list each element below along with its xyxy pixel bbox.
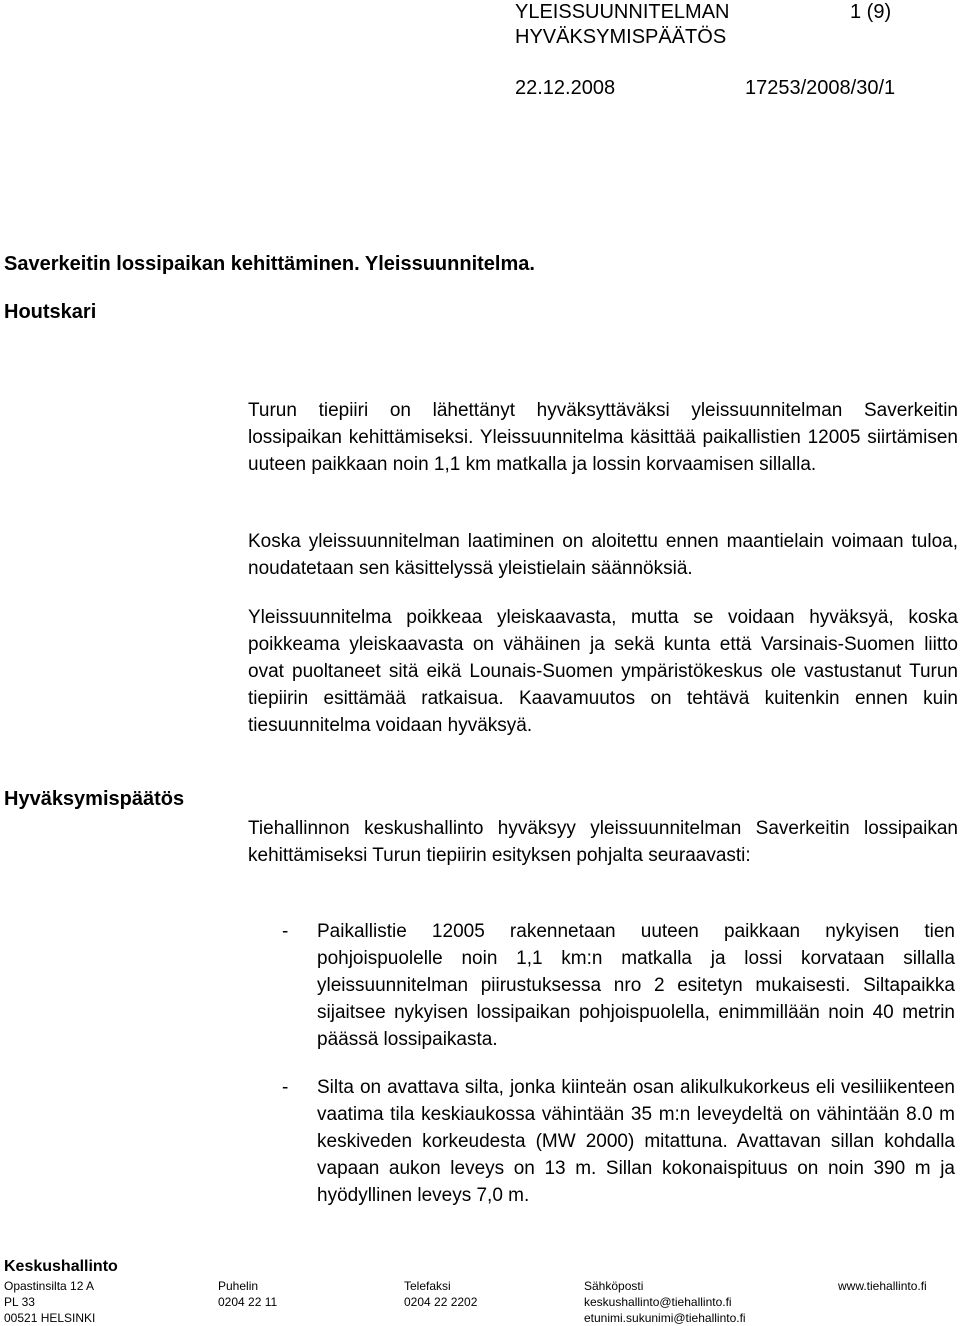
page-title: Saverkeitin lossipaikan kehittäminen. Yleissuunnitelma. — [4, 253, 535, 275]
document-type-line-1: YLEISSUUNNITELMAN — [515, 1, 730, 23]
decision-label: Hyväksymispäätös — [4, 788, 185, 810]
bullet-dash: - — [282, 1077, 289, 1098]
list-item-text: Paikallistie 12005 rakennetaan uuteen paikkaan nykyisen tien pohjoispuolelle noin 1,1 km:n matkalla ja lossi korvataan sillalla yleissuunnitelman piirustuksessa nro 2 esitetyn mukaisesti. Siltapaikka sijaitsee nykyisen lossipaikan pohjoispuolella, enimmillään noin 40 metrin päässä lossipaikasta. — [317, 921, 955, 1050]
list-item-text: Silta on avattava silta, jonka kiinteän osan alikulkukorkeus eli vesiliikenteen vaatima tila keskiaukossa vähintään 35 m:n leveydeltä on vähintään 8.0 m keskiveden korkeudesta (MW 2000) mitattuna. Avattavan sillan kohdalla vapaan aukon leveys on 13 m. Sillan kokonaispituus on noin 390 m ja hyödyllinen leveys 7,0 m. — [317, 1077, 955, 1206]
footer-address-line-1: Opastinsilta 12 A — [4, 1279, 95, 1293]
reference-number: 17253/2008/30/1 — [745, 77, 896, 99]
footer-address-line-2: PL 33 — [4, 1295, 35, 1309]
page-number: 1 (9) — [850, 1, 892, 23]
footer-phone-label: Puhelin — [218, 1279, 259, 1293]
decision-intro: Tiehallinnon keskushallinto hyväksyy yleissuunnitelman Saverkeitin lossipaikan kehittämiseksi Turun tiepiirin esityksen pohjalta seuraavasti: — [248, 818, 958, 866]
footer-email-link[interactable]: keskushallinto@tiehallinto.fi — [584, 1295, 732, 1309]
footer-fax: 0204 22 2202 — [404, 1295, 478, 1309]
paragraph-2: Koska yleissuunnitelman laatiminen on aloitettu ennen maantielain voimaan tuloa, noudatetaan sen käsittelyssä yleistielain säännöksiä. — [248, 531, 958, 579]
footer-phone: 0204 22 11 — [218, 1295, 278, 1309]
paragraph-1: Turun tiepiiri on lähettänyt hyväksyttäväksi yleissuunnitelman Saverkeitin lossipaikan kehittämiseksi. Yleissuunnitelma käsittää paikallistien 12005 siirtämisen uuteen paikkaan noin 1,1 km matkalla ja lossin korvaamisen sillalla. — [248, 400, 958, 475]
document-type-line-2: HYVÄKSYMISPÄÄTÖS — [515, 26, 727, 48]
municipality-heading: Houtskari — [4, 301, 97, 323]
bullet-dash: - — [282, 921, 289, 942]
footer-address-line-3: 00521 HELSINKI — [4, 1311, 96, 1325]
footer-email-pattern: etunimi.sukunimi@tiehallinto.fi — [584, 1311, 746, 1325]
paragraph-3: Yleissuunnitelma poikkeaa yleiskaavasta, mutta se voidaan hyväksyä, koska poikkeama yleiskaavasta on vähäinen ja sekä kunta että Varsinais-Suomen liitto ovat puoltaneet sitä eikä Lounais-Suomen ympäristökeskus ole vastustanut Turun tiepiirin esittämää ratkaisua. Kaavamuutos on tehtävä kuitenkin ennen kuin tiesuunnitelma voidaan hyväksyä. — [248, 607, 958, 736]
footer-email-label: Sähköposti — [584, 1279, 644, 1293]
document-date: 22.12.2008 — [515, 77, 616, 99]
footer-fax-label: Telefaksi — [404, 1279, 451, 1293]
footer-website-link[interactable]: www.tiehallinto.fi — [838, 1279, 927, 1293]
footer-organization: Keskushallinto — [4, 1258, 118, 1275]
